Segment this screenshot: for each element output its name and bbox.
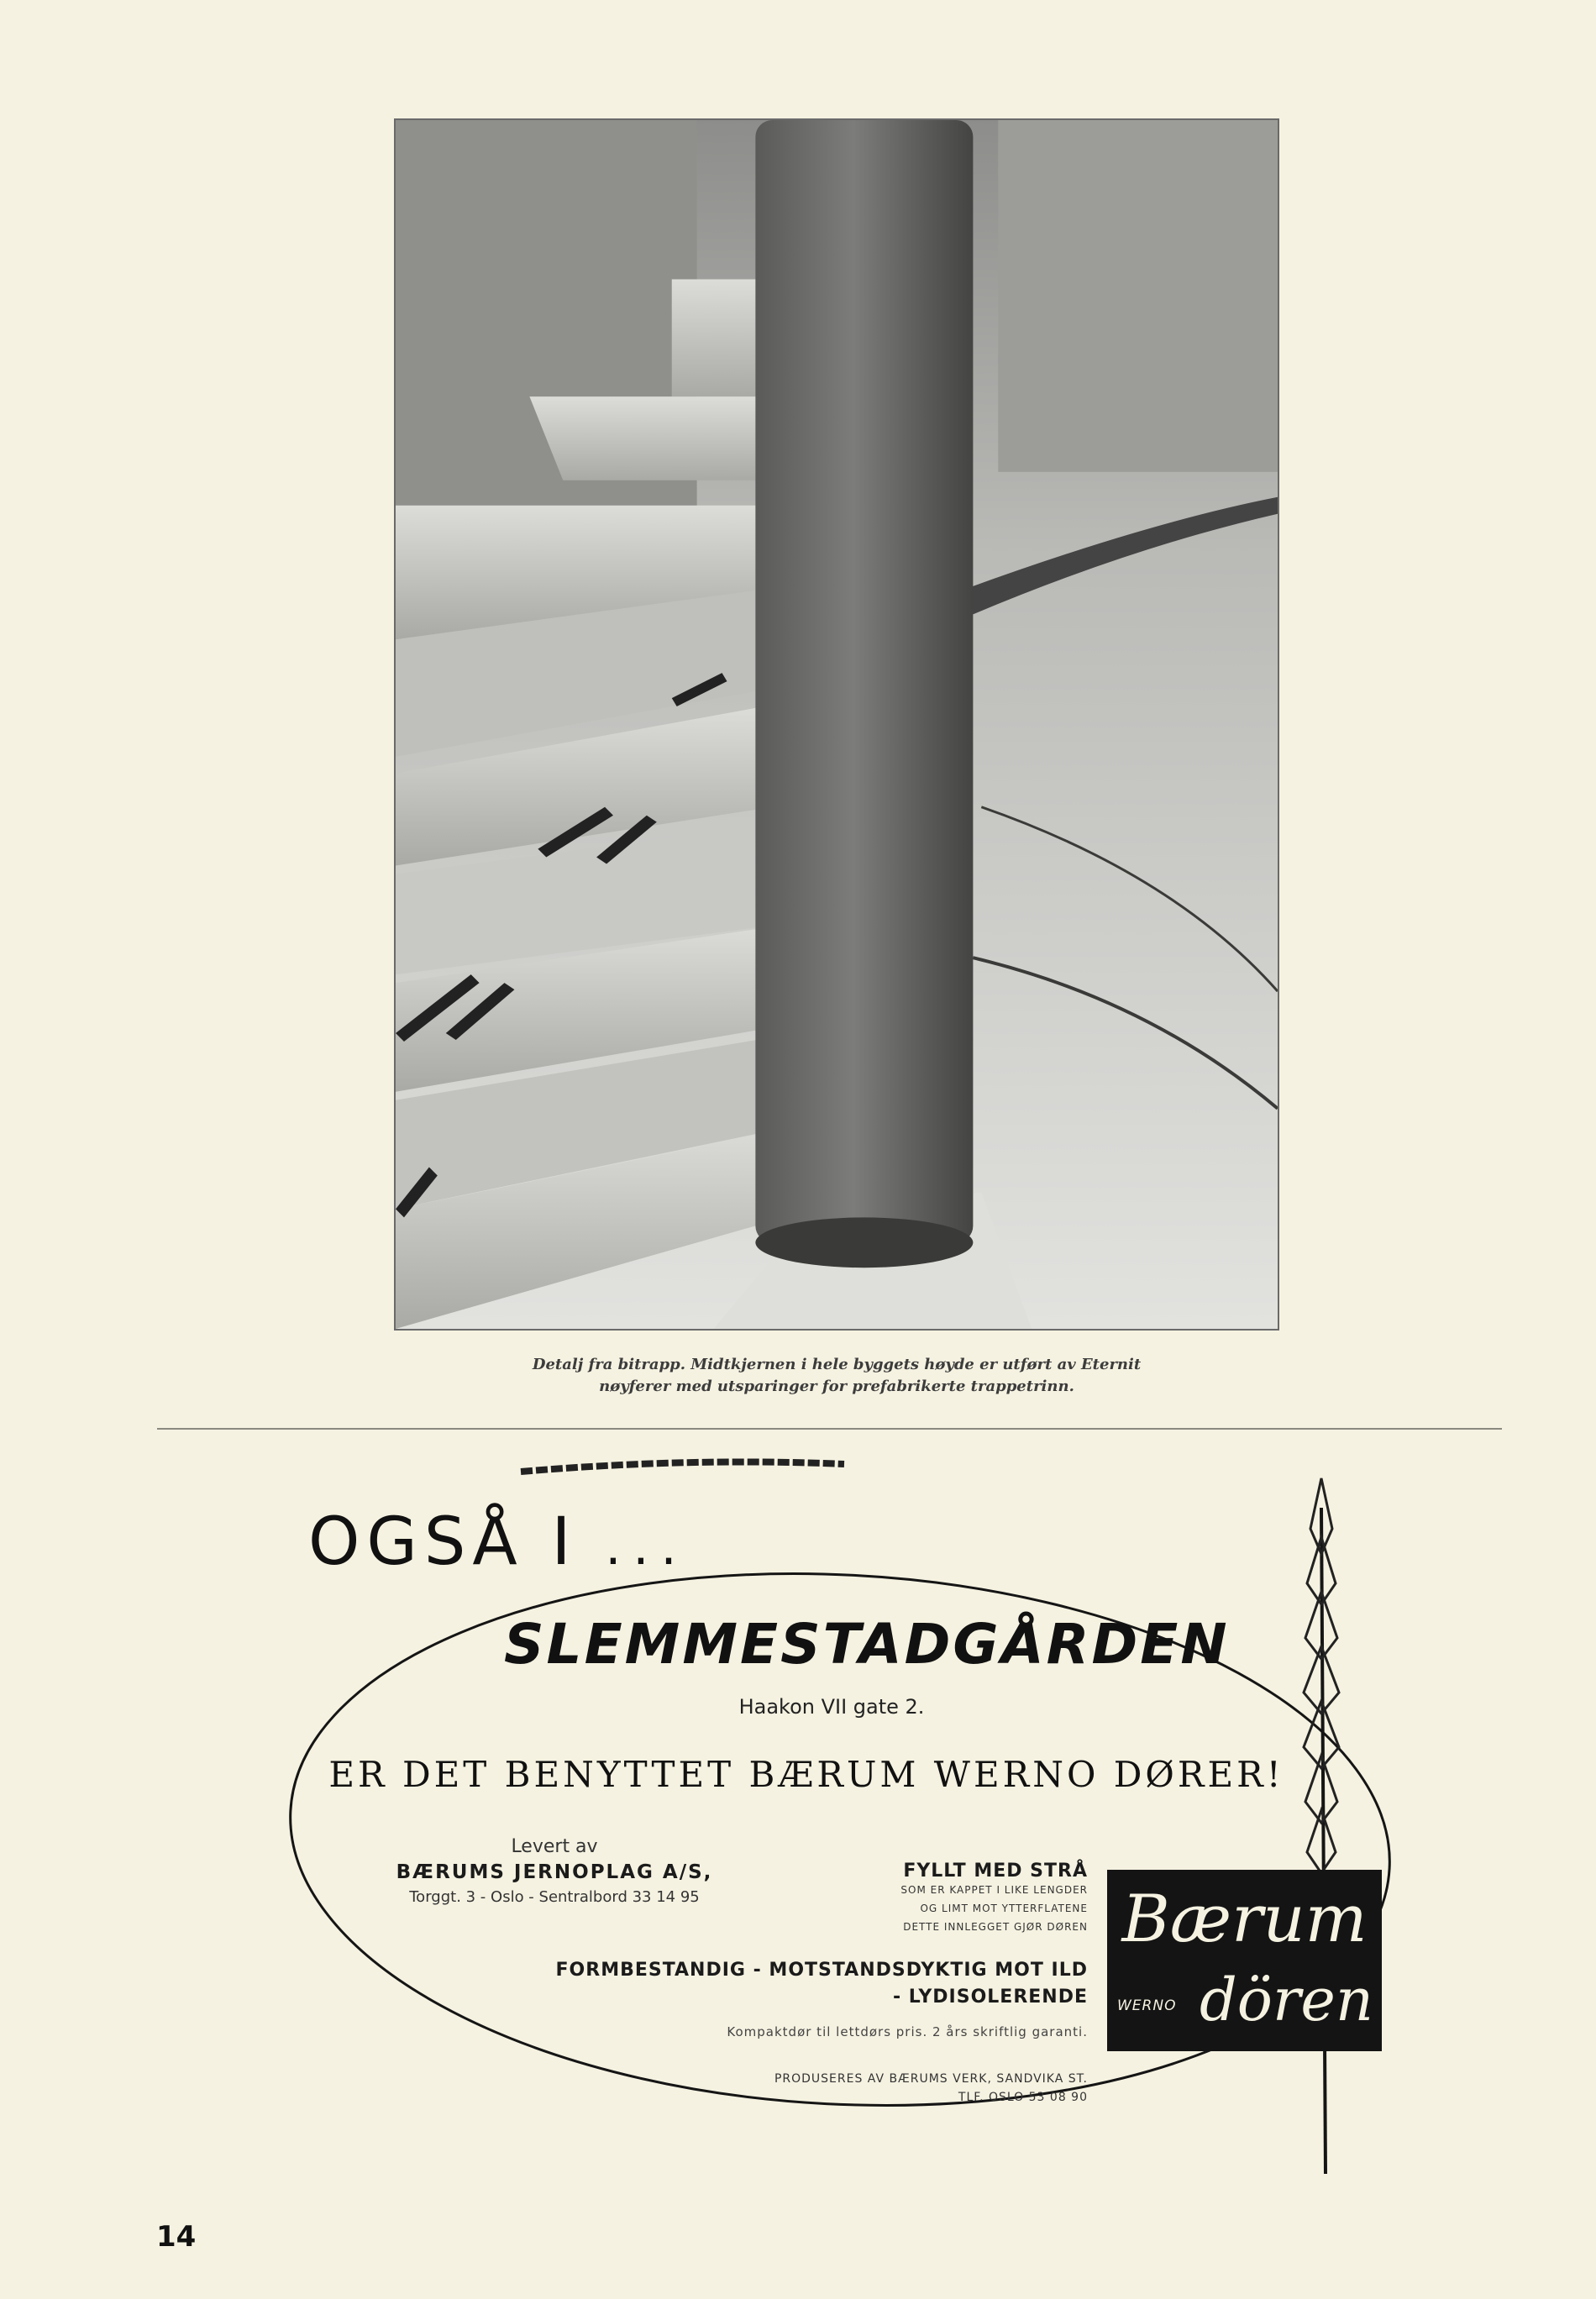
producer-block [588, 2070, 1088, 2107]
features-compact: Kompaktdør til lettdørs pris. 2 års skriftlig garanti. [727, 2024, 1088, 2039]
logo-bottom-text: dören [1200, 1966, 1373, 2034]
photo-caption [353, 1354, 1320, 1398]
building-address: Haakon VII gate 2. [738, 1695, 925, 1719]
headline-dots: ... [605, 1518, 689, 1577]
ad-headline [308, 1504, 689, 1580]
producer-line-2: TLF. OSLO 53 08 90 [958, 2091, 1088, 2104]
features-heading: FYLLT MED STRÅ [903, 1861, 1088, 1882]
caption-line-1: Detalj fra bitrapp. Midtkjernen i hele byggets høyde er utført av Eternit [532, 1356, 1142, 1373]
logo-small-text: WERNO [1117, 1997, 1177, 2014]
page-number: 14 [156, 2220, 197, 2254]
features-line-1: FORMBESTANDIG - MOTSTANDSDYKTIG MOT ILD [555, 1960, 1088, 1981]
producer-line-1: PRODUSERES AV BÆRUMS VERK, SANDVIKA ST. [774, 2072, 1088, 2086]
features-sub-3: DETTE INNLEGGET GJØR DØREN [903, 1921, 1088, 1933]
features-line-2: - LYDISOLERENDE [892, 1987, 1088, 2008]
headline-text: OGSÅ I [308, 1504, 578, 1580]
features-block [773, 1862, 1088, 1936]
baerum-werno-logo [1107, 1870, 1382, 2051]
ad-claim: ER DET BENYTTET BÆRUM WERNO DØRER! [328, 1754, 1284, 1795]
features-sub-2: OG LIMT MOT YTTERFLATENE [920, 1903, 1088, 1914]
logo-top-text: Bærum [1121, 1882, 1368, 1957]
features-properties [470, 1957, 1088, 2011]
building-name: SLEMMESTADGÅRDEN [504, 1612, 1230, 1677]
supplier-name: BÆRUMS JERNOPLAG A/S, [396, 1861, 713, 1883]
staircase-photo [394, 118, 1279, 1331]
spiral-staircase-image [396, 120, 1278, 1329]
supplier-delivered-by: Levert av [511, 1836, 598, 1857]
supplier-block [319, 1834, 790, 1910]
supplier-address: Torggt. 3 - Oslo - Sentralbord 33 14 95 [409, 1888, 700, 1906]
features-sub-1: SOM ER KAPPET I LIKE LENGDER [900, 1884, 1088, 1896]
caption-line-2: nøyferer med utsparinger for prefabrikerte trappetrinn. [599, 1378, 1074, 1395]
